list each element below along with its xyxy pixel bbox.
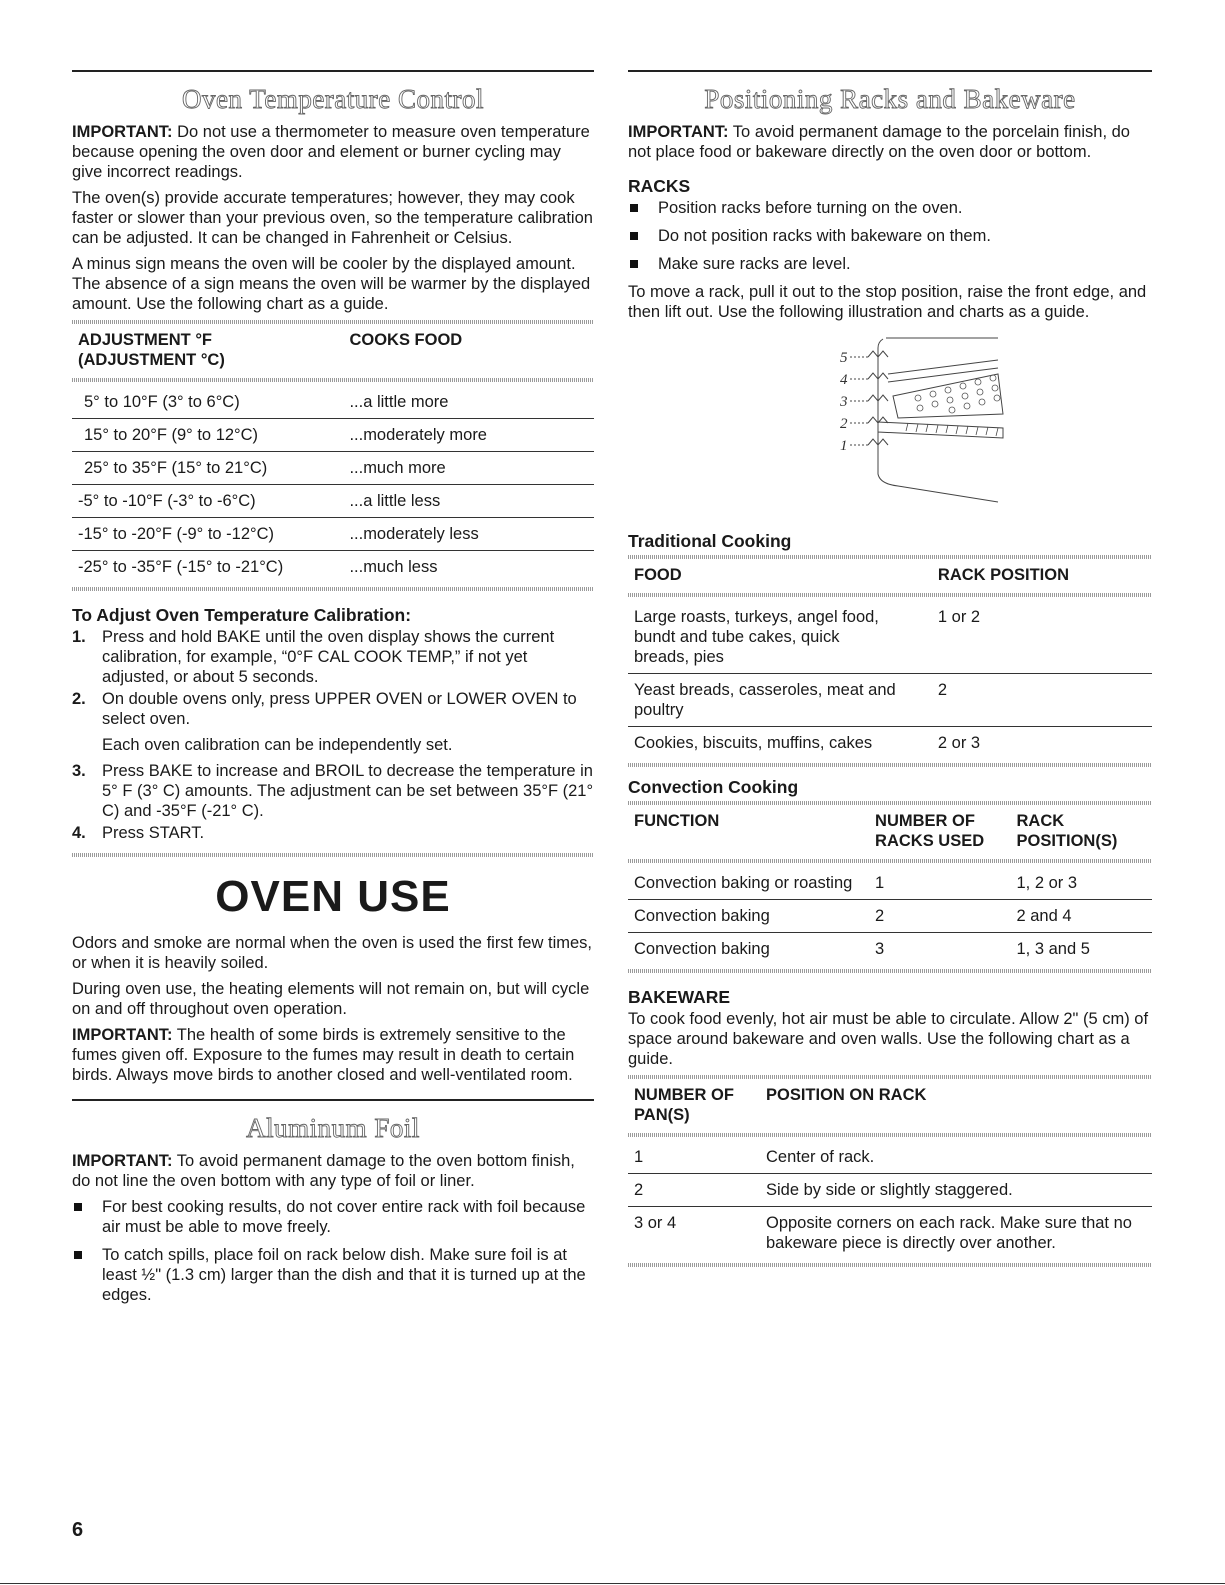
rack-position-cell: 2 or 3 <box>937 734 981 752</box>
dotted-rule <box>628 555 1152 559</box>
section-rule <box>72 1099 594 1101</box>
table-row <box>628 1174 1152 1207</box>
table-header <box>628 563 1152 589</box>
cooks-food-cell: ...much more <box>343 452 594 485</box>
page-number: 6 <box>72 1519 84 1541</box>
important-label: IMPORTANT: <box>72 1152 173 1170</box>
traditional-cooking-table <box>628 563 1152 759</box>
foil-bullet-list <box>72 1197 594 1305</box>
rack-label-2: 2 <box>840 416 848 432</box>
table-row <box>72 452 594 485</box>
section-rule <box>72 70 594 72</box>
racks-paragraph: To move a rack, pull it out to the stop position, raise the front edge, and then lift out. Use the following illustration and charts as a guide. <box>628 283 1147 321</box>
pans-cell: 3 or 4 <box>634 1214 677 1232</box>
table-row <box>628 867 1152 900</box>
function-cell: Convection baking or roasting <box>628 867 869 900</box>
racks-used-cell: 2 <box>869 900 1010 933</box>
pans-cell: 1 <box>628 1141 760 1174</box>
bakeware-table <box>628 1083 1152 1259</box>
foil-important-paragraph <box>72 1151 594 1191</box>
cooks-food-cell: ...a little more <box>343 386 594 419</box>
dotted-rule <box>72 320 594 324</box>
dotted-rule <box>628 1133 1152 1137</box>
cooks-food-cell: ...moderately more <box>343 419 594 452</box>
list-item <box>72 1197 594 1237</box>
list-item <box>72 627 594 687</box>
oven-use-heading: OVEN USE <box>215 872 451 921</box>
header-adjustment-c: (ADJUSTMENT °C) <box>78 351 225 369</box>
table-row <box>628 1141 1152 1174</box>
adjustment-cell: -5° to -10°F (-3° to -6°C) <box>72 485 343 518</box>
list-item <box>72 823 594 843</box>
adjustment-cell: 25° to 35°F (15° to 21°C) <box>72 452 343 485</box>
dotted-rule <box>72 587 594 591</box>
step-text: Each oven calibration can be independently set. <box>102 736 453 754</box>
step-number: 2. <box>72 690 86 708</box>
header-rack-positions: RACK POSITION(S) <box>1016 812 1118 850</box>
adjustment-cell: 5° to 10°F (3° to 6°C) <box>72 386 343 419</box>
temp-paragraph-2: The oven(s) provide accurate temperatures; however, they may cook faster or slower than your previous oven, so the temperature calibration can be adjusted. It can be changed in Fahrenheit or Celsius. <box>72 189 593 247</box>
table-row <box>628 933 1152 966</box>
square-bullet-icon <box>74 1251 82 1259</box>
oven-use-paragraph-1: Odors and smoke are normal when the oven is used the first few times, or when it is heavily soiled. <box>72 934 592 972</box>
rack-position-cell: 2 <box>932 674 1152 727</box>
list-item <box>72 689 594 729</box>
dotted-rule <box>72 378 594 382</box>
calibration-steps <box>72 627 594 843</box>
important-label: IMPORTANT: <box>72 1026 173 1044</box>
header-adjustment <box>72 328 343 374</box>
pans-cell: 2 <box>628 1174 760 1207</box>
adjustment-cell: -15° to -20°F (-9° to -12°C) <box>72 518 343 551</box>
bullet-text: Position racks before turning on the oven. <box>658 199 963 217</box>
rack-label-4: 4 <box>840 372 848 388</box>
positioning-racks-heading: Positioning Racks and Bakeware <box>704 84 1076 114</box>
square-bullet-icon <box>74 1203 82 1211</box>
table-row <box>72 518 594 551</box>
adjustment-cell: -25° to -35°F (-15° to -21°C) <box>78 558 284 576</box>
header-rack-position: RACK POSITION <box>937 566 1069 584</box>
bullet-text: Do not position racks with bakeware on them. <box>658 227 991 245</box>
dotted-rule <box>628 1075 1152 1079</box>
step-number: 1. <box>72 628 86 646</box>
header-function: FUNCTION <box>634 812 720 830</box>
table-row <box>72 551 594 584</box>
step-number: 3. <box>72 762 86 780</box>
step-text: Press and hold BAKE until the oven display shows the current calibration, for example, “0°F CAL COOK TEMP,” if not yet adjusted, or about 5 seconds. <box>102 628 555 686</box>
bullet-text: For best cooking results, do not cover entire rack with foil because air must be able to move freely. <box>102 1198 586 1236</box>
oven-temperature-control-heading: Oven Temperature Control <box>181 84 485 114</box>
dotted-rule <box>628 593 1152 597</box>
adjustment-cell: 15° to 20°F (9° to 12°C) <box>72 419 343 452</box>
table-row <box>72 386 594 419</box>
food-cell: Cookies, biscuits, muffins, cakes <box>634 734 873 752</box>
page-bottom-rule <box>0 1583 1225 1584</box>
step-text: Press START. <box>102 824 205 842</box>
food-cell: Yeast breads, casseroles, meat and poultry <box>628 674 932 727</box>
cooks-food-cell: ...much less <box>349 558 438 576</box>
dotted-rule <box>628 969 1152 973</box>
table-row <box>628 727 1152 760</box>
bullet-text: Make sure racks are level. <box>658 255 851 273</box>
header-number-of-racks: NUMBER OF RACKS USED <box>875 812 985 850</box>
header-cooks-food: COOKS FOOD <box>349 331 463 349</box>
temp-important-paragraph <box>72 122 594 182</box>
list-item <box>628 226 1152 246</box>
important-text: To avoid permanent damage to the oven bottom finish, do not line the oven bottom with any type of foil or liner. <box>72 1152 575 1190</box>
header-position-on-rack: POSITION ON RACK <box>766 1086 927 1104</box>
dotted-rule <box>628 763 1152 767</box>
cooks-food-cell: ...a little less <box>343 485 594 518</box>
step-number: 4. <box>72 824 86 842</box>
rack-important-paragraph <box>628 122 1152 162</box>
position-cell: Opposite corners on each rack. Make sure that no bakeware piece is directly over another. <box>766 1214 1132 1252</box>
table-row <box>628 900 1152 933</box>
food-cell: Large roasts, turkeys, angel food, bundt and tube cakes, quick breads, pies <box>628 601 932 674</box>
convection-cooking-heading: Convection Cooking <box>628 777 799 797</box>
square-bullet-icon <box>630 232 638 240</box>
section-rule <box>628 70 1152 72</box>
important-text: Do not use a thermometer to measure oven temperature because opening the oven door and element or burner cycling may give incorrect readings. <box>72 123 590 181</box>
bakeware-heading: BAKEWARE <box>628 987 731 1007</box>
table-header <box>628 809 1152 855</box>
bullet-text: To catch spills, place foil on rack below dish. Make sure foil is at least ½" (1.3 cm) larger than the dish and that it is turned up at the edges. <box>102 1246 586 1304</box>
function-cell: Convection baking <box>628 900 869 933</box>
dotted-rule <box>72 853 594 857</box>
rack-label-5: 5 <box>840 350 848 366</box>
oven-use-important-paragraph <box>72 1025 594 1085</box>
dotted-rule <box>628 801 1152 805</box>
rack-positions-cell: 1, 2 or 3 <box>1011 867 1153 900</box>
racks-used-cell: 3 <box>875 940 885 958</box>
oven-use-paragraph-2: During oven use, the heating elements will not remain on, but will cycle on and off throughout oven operation. <box>72 980 590 1018</box>
list-item <box>628 198 1152 218</box>
dotted-rule <box>628 859 1152 863</box>
table-row <box>72 485 594 518</box>
traditional-cooking-heading: Traditional Cooking <box>628 531 792 551</box>
racks-heading: RACKS <box>628 176 691 196</box>
square-bullet-icon <box>630 204 638 212</box>
table-row <box>628 601 1152 674</box>
rack-label-3: 3 <box>840 394 848 410</box>
bakeware-paragraph: To cook food evenly, hot air must be able to circulate. Allow 2" (5 cm) of space around bakeware and oven walls. Use the following chart as a guide. <box>628 1010 1149 1068</box>
left-column <box>72 70 594 1313</box>
list-item <box>72 761 594 821</box>
convection-cooking-table <box>628 809 1152 965</box>
cooks-food-cell: ...moderately less <box>343 518 594 551</box>
rack-positions-cell: 1, 3 and 5 <box>1016 940 1090 958</box>
list-item <box>72 735 594 755</box>
important-text: The health of some birds is extremely sensitive to the fumes given off. Exposure to the fumes may result in death to certain birds. Always move birds to another closed and well-ventilated room. <box>72 1026 575 1084</box>
header-number-of-pans: NUMBER OF PAN(S) <box>634 1086 734 1124</box>
temp-paragraph-3: A minus sign means the oven will be cooler by the displayed amount. The absence of a sign means the oven will be warmer by the displayed amount. Use the following chart as a guide. <box>72 255 591 313</box>
rack-position-cell: 1 or 2 <box>932 601 1152 674</box>
adjustment-table <box>72 328 594 583</box>
rack-label-1: 1 <box>840 438 848 454</box>
dotted-rule <box>628 1263 1152 1267</box>
header-adjustment-f: ADJUSTMENT °F <box>78 331 213 349</box>
rack-positions-cell: 2 and 4 <box>1011 900 1153 933</box>
position-cell: Center of rack. <box>760 1141 1152 1174</box>
table-row <box>628 674 1152 727</box>
rack-position-illustration <box>838 334 1018 504</box>
important-label: IMPORTANT: <box>628 123 729 141</box>
position-cell: Side by side or slightly staggered. <box>760 1174 1152 1207</box>
table-row <box>628 1207 1152 1260</box>
table-header <box>628 1083 1152 1129</box>
function-cell: Convection baking <box>634 940 770 958</box>
calibration-heading: To Adjust Oven Temperature Calibration: <box>72 605 412 625</box>
important-label: IMPORTANT: <box>72 123 173 141</box>
step-text: Press BAKE to increase and BROIL to decrease the temperature in 5° F (3° C) amounts. The adjustment can be set between 35°F (21° C) and -35°F (-21° C). <box>102 762 594 820</box>
list-item <box>72 1245 594 1305</box>
table-row <box>72 419 594 452</box>
header-food: FOOD <box>634 566 682 584</box>
square-bullet-icon <box>630 260 638 268</box>
right-column <box>628 70 1152 1271</box>
racks-used-cell: 1 <box>869 867 1010 900</box>
list-item <box>628 254 1152 274</box>
aluminum-foil-heading: Aluminum Foil <box>246 1113 420 1143</box>
racks-bullet-list <box>628 198 1152 274</box>
table-header <box>72 328 594 374</box>
step-text: On double ovens only, press UPPER OVEN or LOWER OVEN to select oven. <box>102 690 577 728</box>
important-text: To avoid permanent damage to the porcelain finish, do not place food or bakeware directly on the oven door or bottom. <box>628 123 1130 161</box>
